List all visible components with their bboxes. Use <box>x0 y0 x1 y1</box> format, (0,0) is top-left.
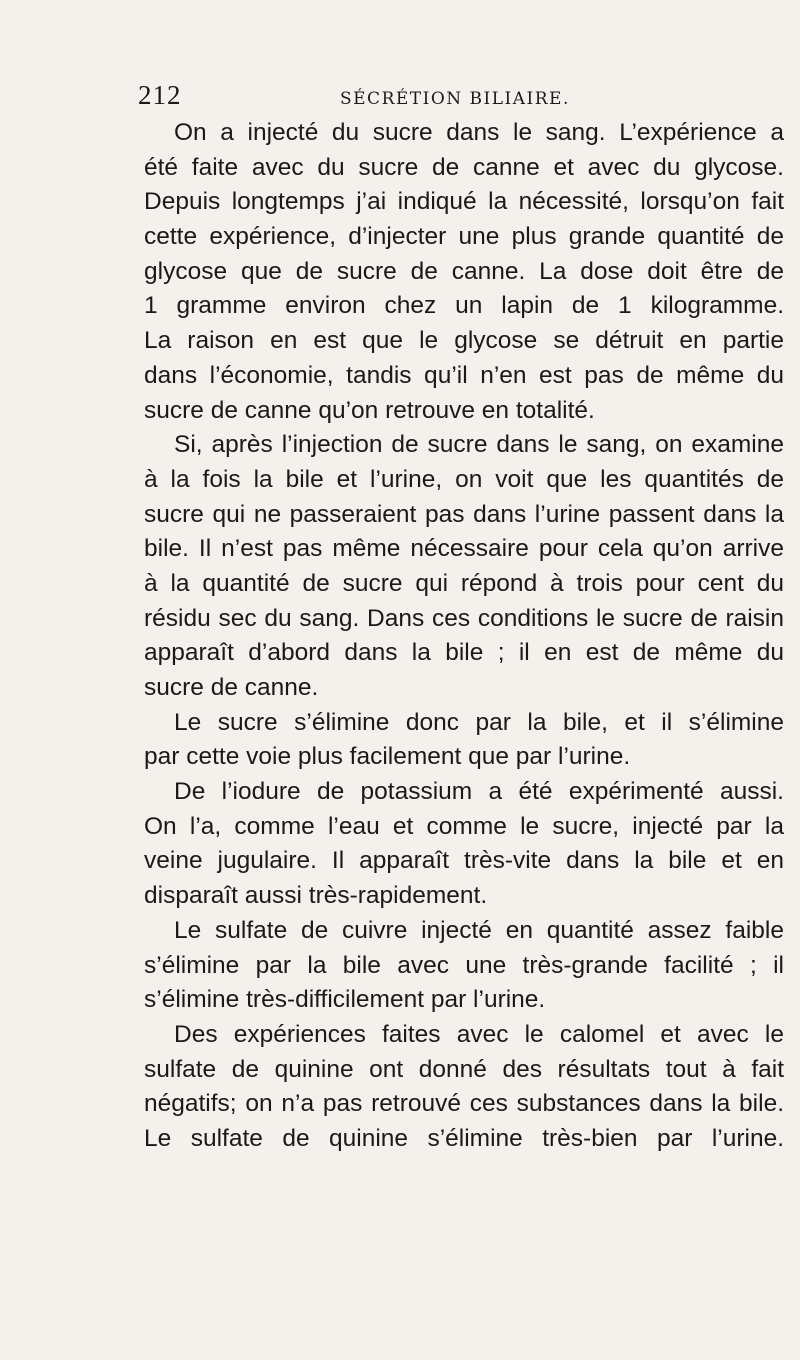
text-line: cette expérience, d’injecter une plus grande quantité de <box>144 223 784 251</box>
text-line: apparaît d’abord dans la bile ; il en est de même du <box>144 639 784 667</box>
text-line: La raison en est que le glycose se détruit en partie <box>144 327 784 355</box>
running-title: SÉCRÉTION BILIAIRE. <box>340 89 570 109</box>
text-line: sucre de canne qu’on retrouve en totalité. <box>144 396 595 424</box>
text-line: sulfate de quinine ont donné des résultats tout à fait <box>144 1055 784 1083</box>
text-line: s’élimine très-difficilement par l’urine. <box>144 986 546 1014</box>
text-line: sucre de canne. <box>144 674 319 701</box>
text-line: glycose que de sucre de canne. La dose doit être de <box>144 257 784 285</box>
text-line: à la fois la bile et l’urine, on voit que les quantités de <box>144 465 784 493</box>
text-line: disparaît aussi très-rapidement. <box>144 882 488 910</box>
text-line: veine jugulaire. Il apparaît très-vite dans la bile et en <box>144 847 784 875</box>
text-line: Si, après l’injection de sucre dans le sang, on examine <box>174 431 784 459</box>
text-line: On l’a, comme l’eau et comme le sucre, injecté par la <box>144 812 784 840</box>
text-line: dans l’économie, tandis qu’il n’en est pas de même du <box>144 361 784 389</box>
text-line: De l’iodure de potassium a été expérimenté aussi. <box>174 778 784 806</box>
text-line: s’élimine par la bile avec une très-grande facilité ; il <box>144 951 784 979</box>
body-text <box>144 116 784 1157</box>
text-line: bile. Il n’est pas même nécessaire pour cela qu’on arrive <box>144 535 784 563</box>
text-line: à la quantité de sucre qui répond à trois pour cent du <box>144 569 784 597</box>
text-line: Le sulfate de cuivre injecté en quantité assez faible <box>174 916 784 944</box>
text-line: On a injecté du sucre dans le sang. L’expérience a <box>174 119 784 146</box>
text-line: Le sucre s’élimine donc par la bile, et il s’élimine <box>174 708 784 736</box>
text-line: Depuis longtemps j’ai indiqué la nécessité, lorsqu’on fait <box>144 188 784 216</box>
text-line: 1 gramme environ chez un lapin de 1 kilogramme. <box>144 292 784 320</box>
text-line: Des expériences faites avec le calomel et avec le <box>174 1020 784 1048</box>
text-line: par cette voie plus facilement que par l’urine. <box>144 743 631 771</box>
text-line: résidu sec du sang. Dans ces conditions le sucre de raisin <box>144 604 784 632</box>
text-line: négatifs; on n’a pas retrouvé ces substances dans la bile. <box>144 1090 784 1118</box>
text-line: Le sulfate de quinine s’élimine très-bien par l’urine. <box>144 1124 784 1152</box>
text-line: été faite avec du sucre de canne et avec du glycose. <box>144 153 784 181</box>
page-header <box>138 80 758 120</box>
text-line: sucre qui ne passeraient pas dans l’urine passent dans la <box>144 500 784 528</box>
page-number: 212 <box>138 80 182 110</box>
